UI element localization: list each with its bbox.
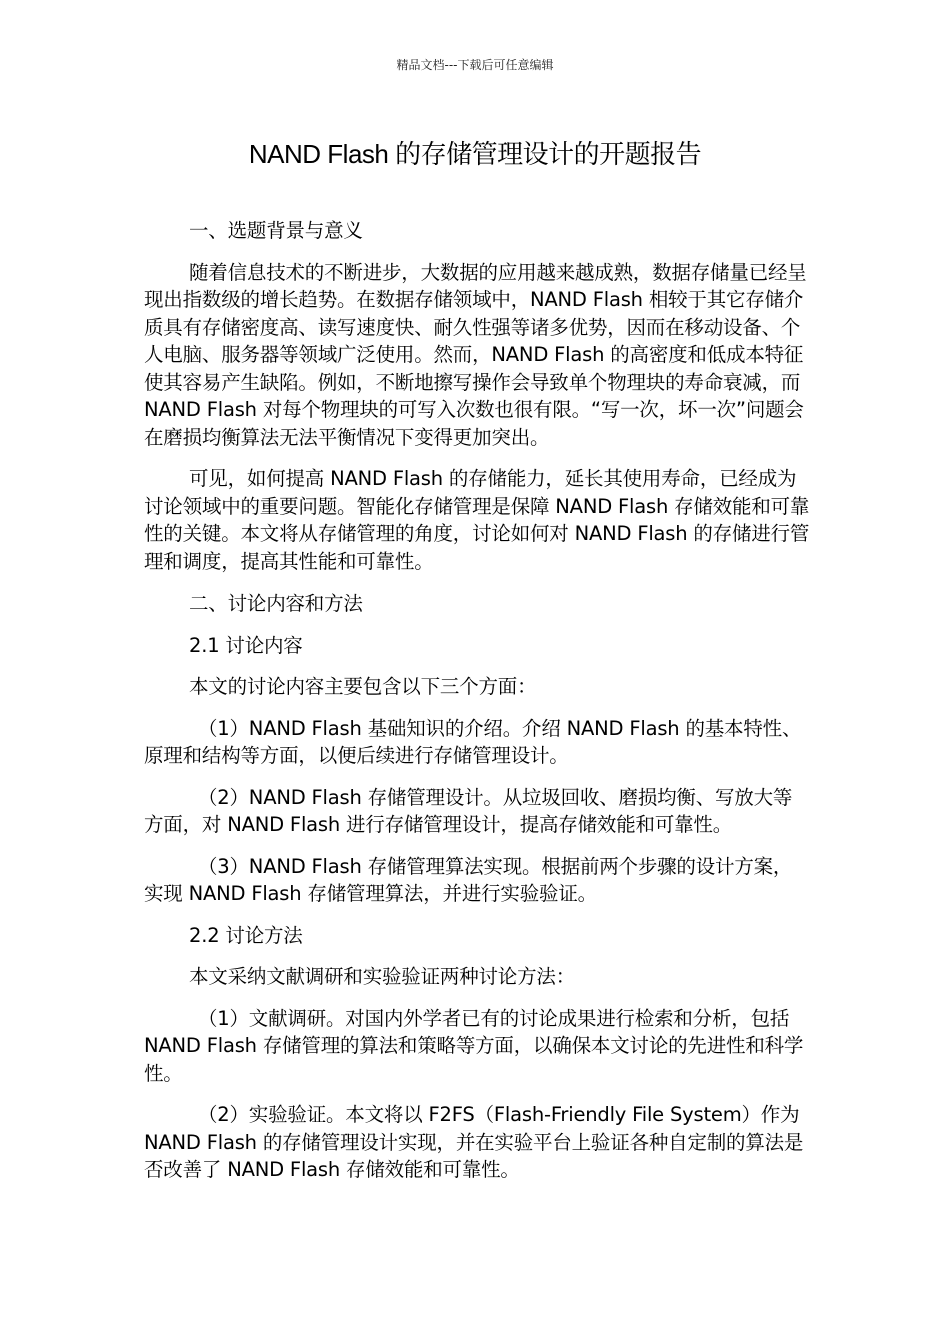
document-title: NAND Flash 的存储管理设计的开题报告 [248,139,702,169]
section-1-heading: 一、选题背景与意义 [189,219,363,242]
section-1-paragraph-1: 随着信息技术的不断进步，大数据的应用越来越成熟，数据存储量已经呈现出指数级的增长趋势。在数据存储领域中，NAND Flash 相较于其它存储介质具有存储密度高、读写速度快、耐久性强等诸多优势，因而在移动设备、个人电脑、服务器等领域广泛使用。然而，NAND Flash 的高密度和低成本特征使其容易产生缺陷。例如，不断地擦写操作会导致单个物理块的寿命衰减，而 NAND Flash 对每个物理块的可写入次数也很有限。“写一次，坏一次”问题会在磨损均衡算法无法平衡情况下变得更加突出。 [144,260,807,449]
section-2-2-item-2: （2）实验验证。本文将以 F2FS（Flash-Friendly File System）作为 NAND Flash 的存储管理设计实现，并在实验平台上验证各种自定制的算法是否改善了 NAND Flash 存储效能和可靠性。 [144,1103,804,1181]
document-body [144,217,810,1184]
section-2-heading: 二、讨论内容和方法 [189,592,363,615]
section-2-1-item-2: （2）NAND Flash 存储管理设计。从垃圾回收、磨损均衡、写放大等方面，对 NAND Flash 进行存储管理设计，提高存储效能和可靠性。 [144,785,793,836]
section-2-2-item-1: （1）文献调研。对国内外学者已有的讨论成果进行检索和分析，包括 NAND Flash 存储管理的算法和策略等方面，以确保本文讨论的先进性和科学性。 [144,1006,804,1085]
section-1-paragraph-2: 可见，如何提高 NAND Flash 的存储能力，延长其使用寿命，已经成为讨论领域中的重要问题。智能化存储管理是保障 NAND Flash 存储效能和可靠性的关键。本文将从存储管理的角度，讨论如何对 NAND Flash 的存储进行管理和调度，提高其性能和可靠性。 [144,467,810,573]
section-2-1-item-3: （3）NAND Flash 存储管理算法实现。根据前两个步骤的设计方案，实现 NAND Flash 存储管理算法，并进行实验验证。 [144,854,793,905]
section-2-2-intro: 本文采纳文献调研和实验验证两种讨论方法： [189,965,576,988]
section-2-2-heading: 2.2 讨论方法 [189,923,303,947]
section-2-1-item-1: （1）NAND Flash 基础知识的介绍。介绍 NAND Flash 的基本特性、原理和结构等方面，以便后续进行存储管理设计。 [144,716,802,767]
section-2-1-intro: 本文的讨论内容主要包含以下三个方面： [189,675,537,698]
section-2-1-heading: 2.1 讨论内容 [189,633,303,657]
page-header: 精品文档---下载后可任意编辑 [396,58,554,72]
